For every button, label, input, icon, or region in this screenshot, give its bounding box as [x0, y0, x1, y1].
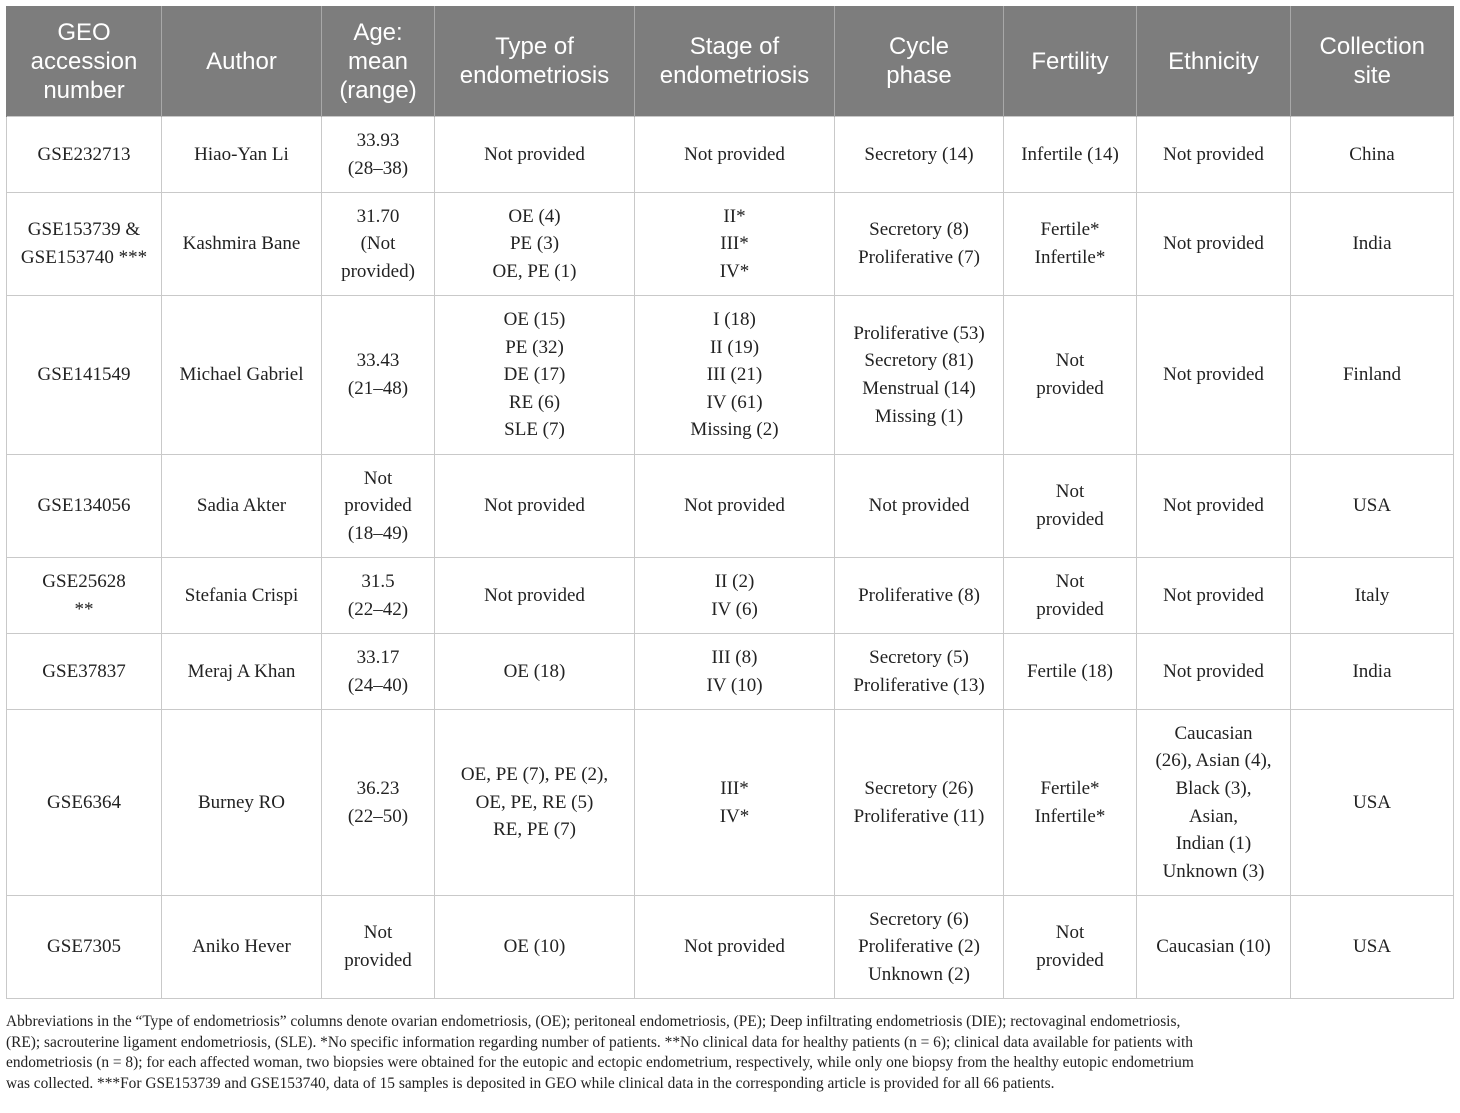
cell-text: DE (17): [503, 364, 566, 386]
table-row: [7, 296, 1454, 455]
cell-text: Not provided: [1163, 143, 1264, 165]
cell-text: Unknown (3): [1162, 860, 1265, 882]
table-row: [7, 117, 1454, 193]
cell-text: India: [1352, 660, 1392, 682]
stage-cell: [635, 117, 835, 193]
cell-text: China: [1349, 143, 1395, 165]
cell-text: GSE25628: [42, 570, 126, 592]
author-cell: [162, 296, 322, 455]
cell-text: II (2): [714, 570, 755, 592]
type-cell: [435, 296, 635, 455]
age-cell: [322, 193, 435, 296]
footnote-line: (RE); sacrouterine ligament endometriosis, (SLE). *No specific information regarding number of patients. **No clinical data for healthy patients (n = 6); clinical data available for patients with: [6, 1033, 1193, 1051]
cell-text: Michael Gabriel: [179, 364, 304, 386]
type-cell: [435, 455, 635, 558]
fertility-cell: [1004, 193, 1137, 296]
cell-text: (28–38): [347, 157, 409, 179]
cell-text: Not provided: [484, 495, 585, 517]
cell-text: III (8): [711, 646, 758, 668]
cell-text: Proliferative (11): [853, 805, 985, 827]
ethnicity-cell: [1137, 455, 1291, 558]
cell-text: Proliferative (53): [853, 322, 985, 344]
age-cell: [322, 558, 435, 634]
cycle-phase-cell: [835, 634, 1004, 710]
footnote-line: was collected. ***For GSE153739 and GSE153740, data of 15 samples is deposited in GEO while clinical data in the corresponding article is provided for all 66 patients.: [6, 1074, 1055, 1092]
cell-text: GSE37837: [42, 660, 126, 682]
cell-text: provided: [1036, 378, 1104, 399]
cycle-phase-cell: [835, 558, 1004, 634]
cell-text: GSE153739 &: [27, 219, 141, 241]
stage-cell: [635, 710, 835, 896]
header-text: Age:: [353, 18, 403, 46]
age-cell: [322, 296, 435, 455]
collection-site-cell: [1291, 896, 1454, 999]
age-header: [322, 6, 435, 117]
cell-text: OE (10): [503, 936, 566, 958]
table-row: [7, 634, 1454, 710]
geo-accession-cell: [7, 117, 162, 193]
cell-text: Sadia Akter: [196, 495, 287, 517]
cell-text: Missing (2): [690, 419, 779, 441]
age-cell: [322, 455, 435, 558]
cell-text: Not provided: [484, 584, 585, 606]
header-text: (range): [339, 76, 417, 104]
type-cell: [435, 634, 635, 710]
cell-text: OE, PE (7), PE (2),: [460, 764, 609, 786]
table-row: [7, 558, 1454, 634]
cell-text: RE, PE (7): [493, 819, 576, 841]
cell-text: Burney RO: [197, 791, 286, 813]
ethnicity-cell: [1137, 296, 1291, 455]
cell-text: IV*: [719, 805, 750, 827]
geo-accession-cell: [7, 558, 162, 634]
cell-text: Infertile*: [1034, 247, 1106, 268]
header-text: site: [1353, 62, 1391, 89]
ethnicity-cell: [1137, 193, 1291, 296]
cell-text: (18–49): [347, 522, 409, 544]
author-cell: [162, 193, 322, 296]
header-text: Stage of: [689, 33, 780, 60]
cell-text: GSE7305: [47, 936, 121, 958]
cell-text: Not provided: [1163, 660, 1264, 682]
cycle-phase-cell: [835, 710, 1004, 896]
header-text: Collection: [1319, 33, 1425, 60]
cell-text: PE (3): [509, 233, 560, 255]
cell-text: Proliferative (2): [858, 936, 980, 958]
stage-cell: [635, 558, 835, 634]
cell-text: Fertile*: [1040, 777, 1100, 799]
cell-text: Not: [363, 922, 393, 944]
cell-text: Secretory (8): [869, 219, 969, 241]
cell-text: provided: [344, 950, 412, 971]
table-row: [7, 455, 1454, 558]
cell-text: GSE232713: [37, 143, 131, 165]
cell-text: Black (3),: [1175, 777, 1252, 799]
header-text: Cycle: [888, 33, 949, 60]
age-cell: [322, 710, 435, 896]
table-container: [6, 6, 1453, 999]
cell-text: provided: [344, 495, 412, 517]
cell-text: I (18): [713, 309, 756, 331]
cell-text: provided: [1036, 598, 1104, 620]
cycle-phase-cell: [835, 193, 1004, 296]
cell-text: Caucasian: [1174, 722, 1253, 744]
cell-text: PE (32): [505, 336, 564, 358]
cycle-phase-cell: [835, 455, 1004, 558]
fertility-cell: [1004, 558, 1137, 634]
cell-text: USA: [1352, 495, 1391, 517]
cell-text: 36.23: [356, 777, 400, 799]
cycle-phase-cell: [835, 896, 1004, 999]
cell-text: OE (18): [503, 660, 566, 682]
cell-text: Not: [1055, 350, 1085, 372]
cell-text: provided: [1036, 509, 1104, 530]
author-cell: [162, 455, 322, 558]
cell-text: Not provided: [684, 936, 785, 958]
cell-text: Infertile (14): [1021, 143, 1119, 165]
cell-text: Unknown (2): [868, 963, 970, 985]
table-body: [7, 117, 1454, 999]
author-cell: [162, 558, 322, 634]
cell-text: (26), Asian (4),: [1155, 750, 1272, 772]
cell-text: Infertile*: [1034, 805, 1106, 827]
collection-site-cell: [1291, 710, 1454, 896]
cycle-phase-cell: [835, 117, 1004, 193]
geo-accession-header: [7, 6, 162, 117]
cell-text: Proliferative (13): [853, 674, 985, 696]
cell-text: IV*: [719, 260, 750, 282]
cell-text: USA: [1352, 936, 1391, 958]
cell-text: IV (6): [711, 598, 758, 620]
cell-text: Not: [1055, 570, 1085, 592]
stage-cell: [635, 896, 835, 999]
cell-text: Asian,: [1188, 805, 1239, 827]
cell-text: Kashmira Bane: [182, 233, 301, 255]
table-footnote: [6, 1012, 1456, 1094]
cell-text: IV (61): [706, 391, 763, 413]
cell-text: Aniko Hever: [192, 936, 291, 958]
collection-site-cell: [1291, 117, 1454, 193]
type-cell: [435, 117, 635, 193]
collection-site-header: [1291, 6, 1454, 117]
cell-text: (22–50): [347, 805, 409, 827]
footnote-line: Abbreviations in the “Type of endometriosis” columns denote ovarian endometriosis, (OE); peritoneal endometriosis, (PE); Deep infiltrating endometriosis (DIE); rectovaginal endometriosis,: [6, 1013, 1181, 1030]
fertility-cell: [1004, 896, 1137, 999]
type-cell: [435, 896, 635, 999]
cell-text: Secretory (5): [869, 646, 969, 668]
cell-text: 33.93: [356, 129, 400, 151]
cell-text: Not provided: [1163, 364, 1264, 386]
cell-text: SLE (7): [504, 419, 565, 441]
cell-text: (21–48): [347, 378, 409, 399]
cell-text: GSE6364: [47, 791, 121, 813]
table-row: [7, 710, 1454, 896]
cell-text: Meraj A Khan: [187, 660, 296, 682]
fertility-cell: [1004, 455, 1137, 558]
ethnicity-cell: [1137, 896, 1291, 999]
cell-text: GSE134056: [37, 495, 131, 517]
cell-text: OE (15): [503, 309, 566, 331]
cell-text: III (21): [706, 364, 763, 386]
stage-cell: [635, 455, 835, 558]
cell-text: II (19): [709, 336, 760, 358]
ethnicity-header: [1137, 6, 1291, 117]
type-cell: [435, 710, 635, 896]
cell-text: Secretory (81): [864, 350, 974, 372]
cell-text: Proliferative (8): [858, 584, 980, 606]
geo-accession-cell: [7, 634, 162, 710]
ethnicity-cell: [1137, 634, 1291, 710]
cell-text: Not provided: [868, 495, 970, 517]
collection-site-cell: [1291, 193, 1454, 296]
cell-text: 33.43: [356, 350, 400, 372]
cell-text: Indian (1): [1175, 833, 1252, 855]
cell-text: Fertile (18): [1026, 660, 1113, 682]
type-cell: [435, 558, 635, 634]
cell-text: III*: [720, 777, 749, 799]
ethnicity-cell: [1137, 117, 1291, 193]
cell-text: (22–42): [347, 598, 409, 620]
cell-text: provided): [341, 260, 415, 282]
cell-text: RE (6): [508, 391, 561, 413]
cell-text: 31.5: [361, 570, 395, 592]
header-text: Fertility: [1031, 47, 1109, 75]
cell-text: Missing (1): [874, 405, 964, 427]
stage-cell: [635, 193, 835, 296]
geo-accession-cell: [7, 455, 162, 558]
cell-text: OE (4): [508, 205, 561, 227]
cell-text: 33.17: [356, 646, 400, 668]
age-cell: [322, 634, 435, 710]
geo-accession-cell: [7, 296, 162, 455]
cell-text: Hiao-Yan Li: [194, 143, 289, 165]
table-row: [7, 896, 1454, 999]
geo-accession-cell: [7, 710, 162, 896]
cell-text: Secretory (26): [864, 777, 974, 799]
author-cell: [162, 896, 322, 999]
collection-site-cell: [1291, 455, 1454, 558]
header-text: mean: [347, 47, 409, 75]
cell-text: (Not: [360, 233, 396, 255]
stage-header: [635, 6, 835, 117]
fertility-header: [1004, 6, 1137, 117]
collection-site-cell: [1291, 558, 1454, 634]
cell-text: GSE153740 ***: [20, 247, 148, 268]
cycle-phase-header: [835, 6, 1004, 117]
cell-text: Italy: [1354, 584, 1390, 606]
cell-text: (24–40): [347, 674, 409, 696]
stage-cell: [635, 296, 835, 455]
footnote-line: endometriosis (n = 8); for each affected woman, two biopsies were obtained for the eutopic and ectopic endometrium, respectively, while only one biopsy from the healthy eutopic endometrium: [6, 1054, 1194, 1071]
collection-site-cell: [1291, 296, 1454, 455]
author-cell: [162, 117, 322, 193]
cell-text: Proliferative (7): [858, 247, 980, 268]
cell-text: Caucasian (10): [1156, 936, 1271, 958]
fertility-cell: [1004, 117, 1137, 193]
table-row: [7, 193, 1454, 296]
cell-text: III*: [720, 233, 749, 255]
header-text: accession: [30, 47, 138, 75]
ethnicity-cell: [1137, 710, 1291, 896]
type-cell: [435, 193, 635, 296]
header-text: Type of: [495, 33, 574, 60]
dataset-table: [6, 6, 1454, 999]
cell-text: OE, PE, RE (5): [475, 791, 594, 813]
cycle-phase-cell: [835, 296, 1004, 455]
geo-accession-cell: [7, 193, 162, 296]
geo-accession-cell: [7, 896, 162, 999]
cell-text: Not provided: [684, 143, 785, 165]
ethnicity-cell: [1137, 558, 1291, 634]
cell-text: Finland: [1342, 364, 1402, 386]
cell-text: Not: [1055, 481, 1085, 503]
header-text: Author: [206, 47, 277, 75]
author-cell: [162, 710, 322, 896]
cell-text: Not provided: [684, 495, 785, 517]
header-row: [7, 6, 1454, 117]
fertility-cell: [1004, 710, 1137, 896]
type-header: [435, 6, 635, 117]
header-text: phase: [886, 62, 952, 89]
header-text: endometriosis: [459, 62, 610, 89]
cell-text: GSE141549: [37, 364, 131, 386]
cell-text: II*: [723, 205, 746, 227]
cell-text: USA: [1352, 791, 1391, 813]
cell-text: provided: [1036, 950, 1104, 971]
cell-text: Not provided: [1163, 584, 1264, 606]
cell-text: Stefania Crispi: [184, 584, 299, 606]
cell-text: Secretory (14): [864, 143, 974, 165]
cell-text: Not provided: [484, 143, 585, 165]
fertility-cell: [1004, 296, 1137, 455]
collection-site-cell: [1291, 634, 1454, 710]
cell-text: Not provided: [1163, 233, 1264, 255]
header-text: GEO: [57, 18, 111, 46]
cell-text: IV (10): [706, 674, 763, 696]
header-text: number: [43, 76, 125, 104]
age-cell: [322, 896, 435, 999]
cell-text: 31.70: [356, 205, 400, 227]
cell-text: Menstrual (14): [862, 378, 976, 399]
cell-text: Not: [363, 467, 393, 489]
cell-text: Secretory (6): [869, 908, 969, 930]
header-text: Ethnicity: [1168, 47, 1259, 75]
cell-text: India: [1352, 233, 1392, 255]
cell-text: Not provided: [1163, 495, 1264, 517]
header-text: endometriosis: [659, 62, 810, 89]
cell-text: **: [74, 598, 94, 620]
cell-text: Fertile*: [1040, 219, 1100, 241]
stage-cell: [635, 634, 835, 710]
author-cell: [162, 634, 322, 710]
fertility-cell: [1004, 634, 1137, 710]
age-cell: [322, 117, 435, 193]
cell-text: Not: [1055, 922, 1085, 944]
cell-text: OE, PE (1): [492, 260, 577, 282]
author-header: [162, 6, 322, 117]
